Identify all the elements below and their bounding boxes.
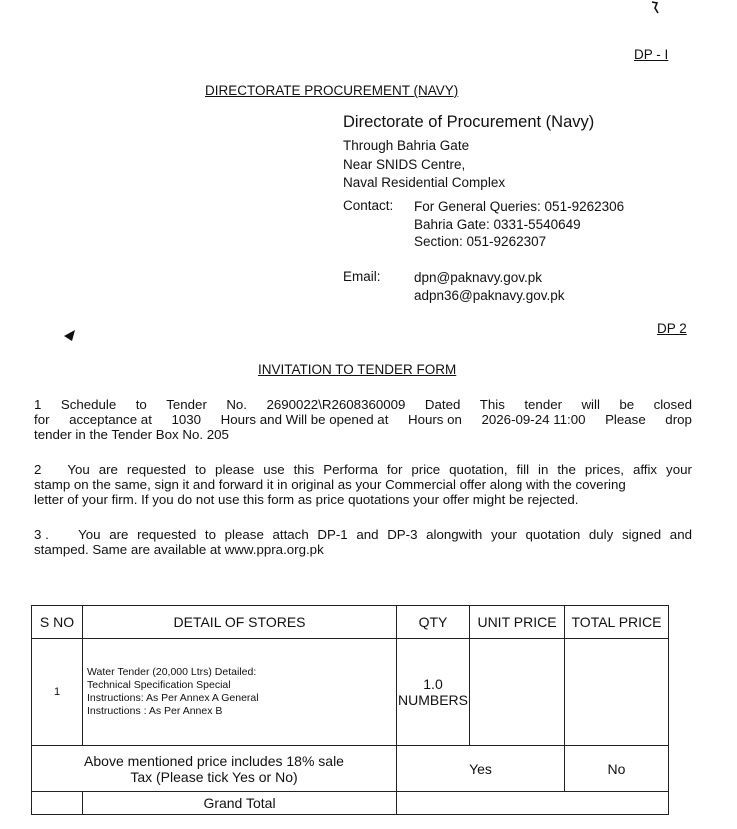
paragraph-line xyxy=(34,462,692,477)
word: You xyxy=(78,527,101,542)
paragraph-line: stamped. Same are available at www.ppra.org.pk xyxy=(34,542,324,557)
word: are xyxy=(109,527,129,542)
word: to xyxy=(135,397,147,412)
paragraph-1 xyxy=(34,397,692,442)
row-total-price[interactable] xyxy=(565,639,669,746)
address-line: Near SNIDS Centre, xyxy=(343,156,466,172)
paragraph-3 xyxy=(34,527,692,557)
row-sno: 1 xyxy=(32,639,83,746)
word: requested xyxy=(137,527,197,542)
detail-line: Instructions : As Per Annex B xyxy=(87,705,223,717)
word: prices, xyxy=(584,462,624,477)
word: are xyxy=(98,462,118,477)
tax-no-option[interactable]: No xyxy=(565,746,669,792)
tax-note-line: Tax (Please tick Yes or No) xyxy=(130,768,298,785)
word: and xyxy=(669,527,692,542)
word: and xyxy=(356,527,379,542)
word: Hours and Will be opened at xyxy=(220,412,389,427)
word: use xyxy=(263,462,285,477)
word: duly xyxy=(588,527,614,542)
row-unit-price[interactable] xyxy=(470,639,565,746)
tax-note xyxy=(32,746,397,792)
word: requested xyxy=(126,462,187,477)
tax-row xyxy=(32,746,669,792)
email-link[interactable]: dpn@paknavy.gov.pk xyxy=(414,270,543,285)
word: your xyxy=(666,462,692,477)
paragraph-line xyxy=(34,527,692,542)
word: quotation, xyxy=(449,462,508,477)
word: Please xyxy=(605,412,646,427)
para-number: 3 . xyxy=(34,527,49,542)
paragraph-line xyxy=(34,397,692,412)
contact-list xyxy=(414,198,624,251)
word: DP-3 xyxy=(387,527,418,542)
word: acceptance at xyxy=(69,412,152,427)
qty-value: 1.0 xyxy=(423,676,443,692)
header-unit-price: UNIT PRICE xyxy=(470,606,565,639)
word: your xyxy=(490,527,517,542)
word: closed xyxy=(653,397,692,412)
email-link[interactable]: adpn36@paknavy.gov.pk xyxy=(414,288,565,303)
grand-total-row xyxy=(32,792,669,815)
dp1-label: DP - I xyxy=(634,47,669,62)
paragraph-line xyxy=(34,412,692,427)
word: to xyxy=(204,527,216,542)
detail-line: Water Tender (20,000 Ltrs) Detailed: xyxy=(87,666,257,678)
address-line: Naval Residential Complex xyxy=(343,175,506,190)
org-name: Directorate of Procurement (Navy) xyxy=(343,113,595,131)
para-number: 2 xyxy=(34,462,42,477)
closing-time: 1030 xyxy=(171,412,202,427)
paragraph-2 xyxy=(34,462,692,507)
word: Schedule xyxy=(60,397,117,412)
header-detail: DETAIL OF STORES xyxy=(83,606,397,639)
header-total-price: TOTAL PRICE xyxy=(565,606,669,639)
row-detail xyxy=(83,639,397,746)
word: drop xyxy=(665,412,692,427)
word: Dated xyxy=(424,397,461,412)
word: be xyxy=(619,397,635,412)
word: in xyxy=(538,462,549,477)
paragraph-line: tender in the Tender Box No. 205 xyxy=(34,427,229,442)
header-qty: QTY xyxy=(397,606,470,639)
detail-line: Technical Specification Special xyxy=(87,679,231,691)
word: DP-1 xyxy=(317,527,348,542)
word: No. xyxy=(226,397,248,412)
word: affix xyxy=(632,462,658,477)
word: This xyxy=(479,397,505,412)
form-title: INVITATION TO TENDER FORM xyxy=(258,362,457,377)
word: You xyxy=(67,462,90,477)
table-row xyxy=(32,639,669,746)
qty-unit: NUMBERS xyxy=(397,692,468,708)
row-qty xyxy=(397,639,470,746)
paragraph-line: stamp on the same, sign it and forward it in original as your Commercial offer along with the covering xyxy=(34,477,626,492)
table-header-row xyxy=(32,606,669,639)
stray-mark-top-icon xyxy=(648,0,662,16)
word: Tender xyxy=(166,397,207,412)
grand-total-blank xyxy=(32,792,83,815)
word: price xyxy=(411,462,441,477)
contact-bahria-gate: Bahria Gate: 0331-5540649 xyxy=(414,216,581,232)
word: Performa xyxy=(323,462,378,477)
paragraph-line: letter of your firm. If you do not use this form as price quotations your offer might be rejected. xyxy=(34,492,579,507)
word: will xyxy=(581,397,600,412)
email-label: Email: xyxy=(343,269,381,284)
tender-number: 2690022\R2608360009 xyxy=(266,397,406,412)
word: attach xyxy=(272,527,309,542)
para-number: 1 xyxy=(34,397,42,412)
word: the xyxy=(557,462,576,477)
grand-total-label: Grand Total xyxy=(83,792,397,815)
tax-note-line: Above mentioned price includes 18% sale xyxy=(84,752,344,769)
word: tender xyxy=(524,397,563,412)
contact-general: For General Queries: 051-9262306 xyxy=(414,199,625,214)
word: please xyxy=(215,462,255,477)
document-heading: DIRECTORATE PROCUREMENT (NAVY) xyxy=(205,83,459,98)
dp2-label: DP 2 xyxy=(657,321,687,336)
word: please xyxy=(224,527,264,542)
word: Hours on xyxy=(407,412,462,427)
word: fill xyxy=(516,462,530,477)
detail-line: Instructions: As Per Annex A General xyxy=(87,692,259,704)
email-list xyxy=(414,269,565,305)
word: for xyxy=(386,462,403,477)
word: this xyxy=(293,462,315,477)
stray-mark-left-icon xyxy=(63,329,77,343)
word: to xyxy=(195,462,207,477)
opening-datetime: 2026-09-24 11:00 xyxy=(481,412,586,427)
word: for xyxy=(34,412,50,427)
address-lines xyxy=(343,137,505,193)
word: alongwith xyxy=(426,527,483,542)
header-sno: S NO xyxy=(32,606,83,639)
tax-yes-option[interactable]: Yes xyxy=(397,746,565,792)
address-line: Through Bahria Gate xyxy=(343,138,470,153)
contact-section: Section: 051-9262307 xyxy=(414,234,547,249)
contact-label: Contact: xyxy=(343,198,394,213)
stores-table xyxy=(31,605,669,815)
word: quotation xyxy=(525,527,581,542)
grand-total-value[interactable] xyxy=(397,792,669,815)
word: signed xyxy=(621,527,662,542)
